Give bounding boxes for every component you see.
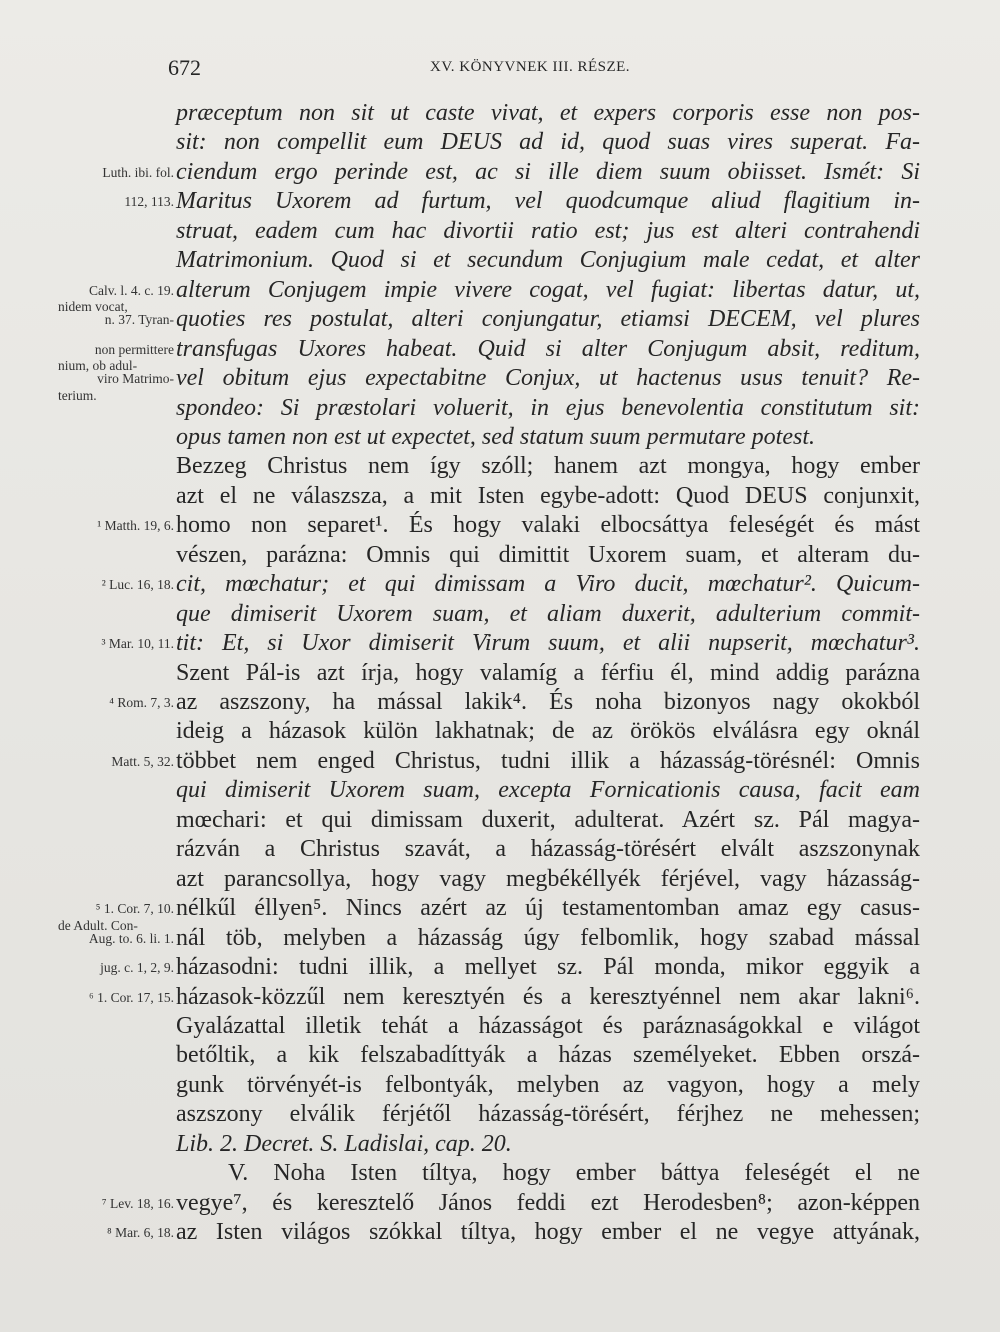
text-line: [0, 1157, 1000, 1189]
line-text: Szent Pál-is azt írja, hogy valamíg a férfiu él, mind addig parázna: [176, 659, 920, 686]
text-line: [0, 833, 1000, 865]
text-line: [0, 863, 1000, 895]
line-text: tit: Et, si Uxor dimiserit Virum suum, et alii nupserit, mœchatur³.: [176, 630, 920, 657]
text-line: [0, 126, 1000, 158]
text-line: [0, 568, 1000, 600]
line-text: ciendum ergo perinde est, ac si ille diem suum obiisset. Ismét: Si: [176, 158, 920, 185]
text-line: [0, 1216, 1000, 1248]
margin-note: nidem vocat,: [58, 299, 128, 315]
text-line: [0, 745, 1000, 777]
line-text: transfugas Uxores habeat. Quid si alter Conjugum absit, reditum,: [176, 335, 920, 362]
margin-note: nium, ob adul-: [58, 358, 138, 374]
text-line: [0, 244, 1000, 276]
text-line: [0, 97, 1000, 129]
text-line: [0, 951, 1000, 983]
margin-note: ¹ Matth. 19, 6.: [97, 518, 174, 534]
text-line: [0, 774, 1000, 806]
text-line: [0, 804, 1000, 836]
line-text: Maritus Uxorem ad furtum, vel quodcumque aliud flagitium in-: [176, 188, 920, 215]
line-text: Matrimonium. Quod si et secundum Conjugium male cedat, et alter: [176, 247, 920, 274]
text-line: [0, 981, 1000, 1013]
line-text: sit: non compellit eum DEUS ad id, quod suas vires superat. Fa-: [176, 129, 920, 156]
text-line: [0, 450, 1000, 482]
line-text: az Isten világos szókkal tíltya, hogy ember el ne vegye attyának,: [176, 1219, 920, 1246]
text-line: [0, 509, 1000, 541]
line-text: az aszszony, ha mással lakik⁴. És noha bizonyos nagy okokból: [176, 689, 920, 715]
text-line: [0, 185, 1000, 217]
margin-note: 112, 113.: [124, 194, 174, 210]
text-line: [0, 1069, 1000, 1101]
line-text: vel obitum ejus expectabitne Conjux, ut hactenus usus tenuit? Re-: [176, 365, 920, 392]
line-text: mœchari: et qui dimissam duxerit, adulterat. Azért sz. Pál magya-: [176, 806, 920, 833]
margin-note: ⁸ Mar. 6, 18.: [107, 1225, 174, 1241]
text-line: [0, 1098, 1000, 1130]
line-text: Bezzeg Christus nem így szóll; hanem azt mongya, hogy ember: [176, 453, 920, 480]
line-text: homo non separet¹. És hogy valaki elbocsáttya feleségét és mást: [176, 512, 920, 539]
line-text: que dimiserit Uxorem suam, et aliam duxerit, adulterium commit-: [176, 600, 920, 627]
line-text: vészen, parázna: Omnis qui dimittit Uxorem suam, et alteram du-: [176, 541, 920, 568]
margin-note: de Adult. Con-: [58, 917, 138, 933]
text-line: [0, 156, 1000, 188]
text-line: [0, 1187, 1000, 1219]
margin-note: jug. c. 1, 2, 9.: [100, 960, 174, 976]
text-line: [0, 215, 1000, 247]
line-text: struat, eadem cum hac divortii ratio est; jus est alteri contrahendi: [176, 217, 920, 244]
text-line: [0, 715, 1000, 747]
line-text: spondeo: Si præstolari voluerit, in ejus benevolentia constitutum sit:: [176, 394, 920, 421]
line-text: nál töb, melyben a házasság úgy felbomlik, hogy szabad mással: [176, 924, 920, 951]
line-text: cit, mœchatur; et qui dimissam a Viro ducit, mœchatur². Quicum-: [176, 571, 920, 598]
line-text: V. Noha Isten tíltya, hogy ember báttya feleségét el ne: [228, 1160, 920, 1187]
text-line: [0, 657, 1000, 689]
margin-note: ⁷ Lev. 18, 16.: [101, 1195, 174, 1211]
line-text: gunk törvényét-is felbontyák, melyben az vagyon, hogy a mely: [176, 1071, 920, 1098]
text-line: [0, 1039, 1000, 1071]
line-text: opus tamen non est ut expectet, sed statum suum permutare potest.: [176, 423, 816, 450]
line-text: ideig a házasok külön lakhatnak; de az örökös elválásra egy oknál: [176, 718, 920, 745]
text-line: [0, 539, 1000, 571]
running-head: XV. KÖNYVNEK III. RÉSZE.: [430, 59, 631, 75]
margin-note: Aug. to. 6. li. 1.: [88, 930, 174, 946]
page-header: [0, 55, 1000, 85]
text-line: [0, 421, 1000, 453]
line-text: quoties res postulat, alteri conjungatur, etiamsi DECEM, vel plures: [176, 306, 920, 333]
text-line: [0, 598, 1000, 630]
margin-note: ³ Mar. 10, 11.: [101, 636, 174, 652]
text-line: [0, 686, 1000, 718]
margin-note: ⁵ 1. Cor. 7, 10.: [95, 901, 174, 917]
line-text: betőltik, a kik felszabadíttyák a házas személyeket. Ebben orszá-: [176, 1042, 920, 1069]
margin-note: terium.: [58, 387, 97, 403]
line-text: qui dimiserit Uxorem suam, excepta Fornicationis causa, facit eam: [176, 777, 920, 804]
line-text: többet nem enged Christus, tudni illik a házasság-törésnél: Omnis: [176, 747, 920, 774]
line-text: házasok-közzűl nem keresztyén és a keresztyénnel nem akar lakni⁶.: [176, 983, 920, 1010]
text-line: [0, 480, 1000, 512]
page-number: 672: [168, 55, 201, 80]
line-text: azt el ne válaszsza, a mit Isten egybe-adott: Quod DEUS conjunxit,: [176, 482, 920, 509]
margin-note: Luth. ibi. fol.: [102, 164, 174, 180]
margin-note: ⁴ Rom. 7, 3.: [109, 695, 174, 710]
margin-note: n. 37. Tyran-: [104, 312, 174, 328]
line-text: Gyalázattal illetik tehát a házasságot és paráznaságokkal e világot: [176, 1012, 920, 1039]
margin-note: Matt. 5, 32.: [111, 753, 174, 769]
margin-note: ² Luc. 16, 18.: [101, 577, 174, 593]
text-line: [0, 1010, 1000, 1042]
line-text: rázván a Christus szavát, a házasság-törésért elvált aszszonynak: [176, 836, 920, 863]
text-line: [0, 1128, 1000, 1160]
margin-note: Calv. l. 4. c. 19.: [89, 282, 174, 298]
line-text: alterum Conjugem impie vivere cogat, vel fugiat: libertas datur, ut,: [176, 276, 920, 303]
line-text: vegye⁷, és keresztelő János feddi ezt Herodesben⁸; azon-képpen: [176, 1189, 920, 1216]
text-line: [0, 627, 1000, 659]
line-text: præceptum non sit ut caste vivat, et expers corporis esse non pos-: [176, 100, 920, 126]
line-text: házasodni: tudni illik, a mellyet sz. Pál monda, mikor eggyik a: [176, 954, 920, 981]
margin-note: ⁶ 1. Cor. 17, 15.: [89, 989, 174, 1005]
line-text: aszszony elválik férjétől házasság-törésért, férjhez ne mehessen;: [176, 1101, 920, 1128]
line-text: Lib. 2. Decret. S. Ladislai, cap. 20.: [176, 1130, 512, 1157]
margin-note: viro Matrimo-: [97, 371, 174, 387]
line-text: azt parancsollya, hogy vagy megbékéllyék férjével, vagy házasság-: [176, 865, 920, 892]
margin-note: non permittere: [94, 341, 174, 357]
line-text: nélkűl éllyen⁵. Nincs azért az új testamentomban amaz egy casus-: [176, 895, 920, 922]
